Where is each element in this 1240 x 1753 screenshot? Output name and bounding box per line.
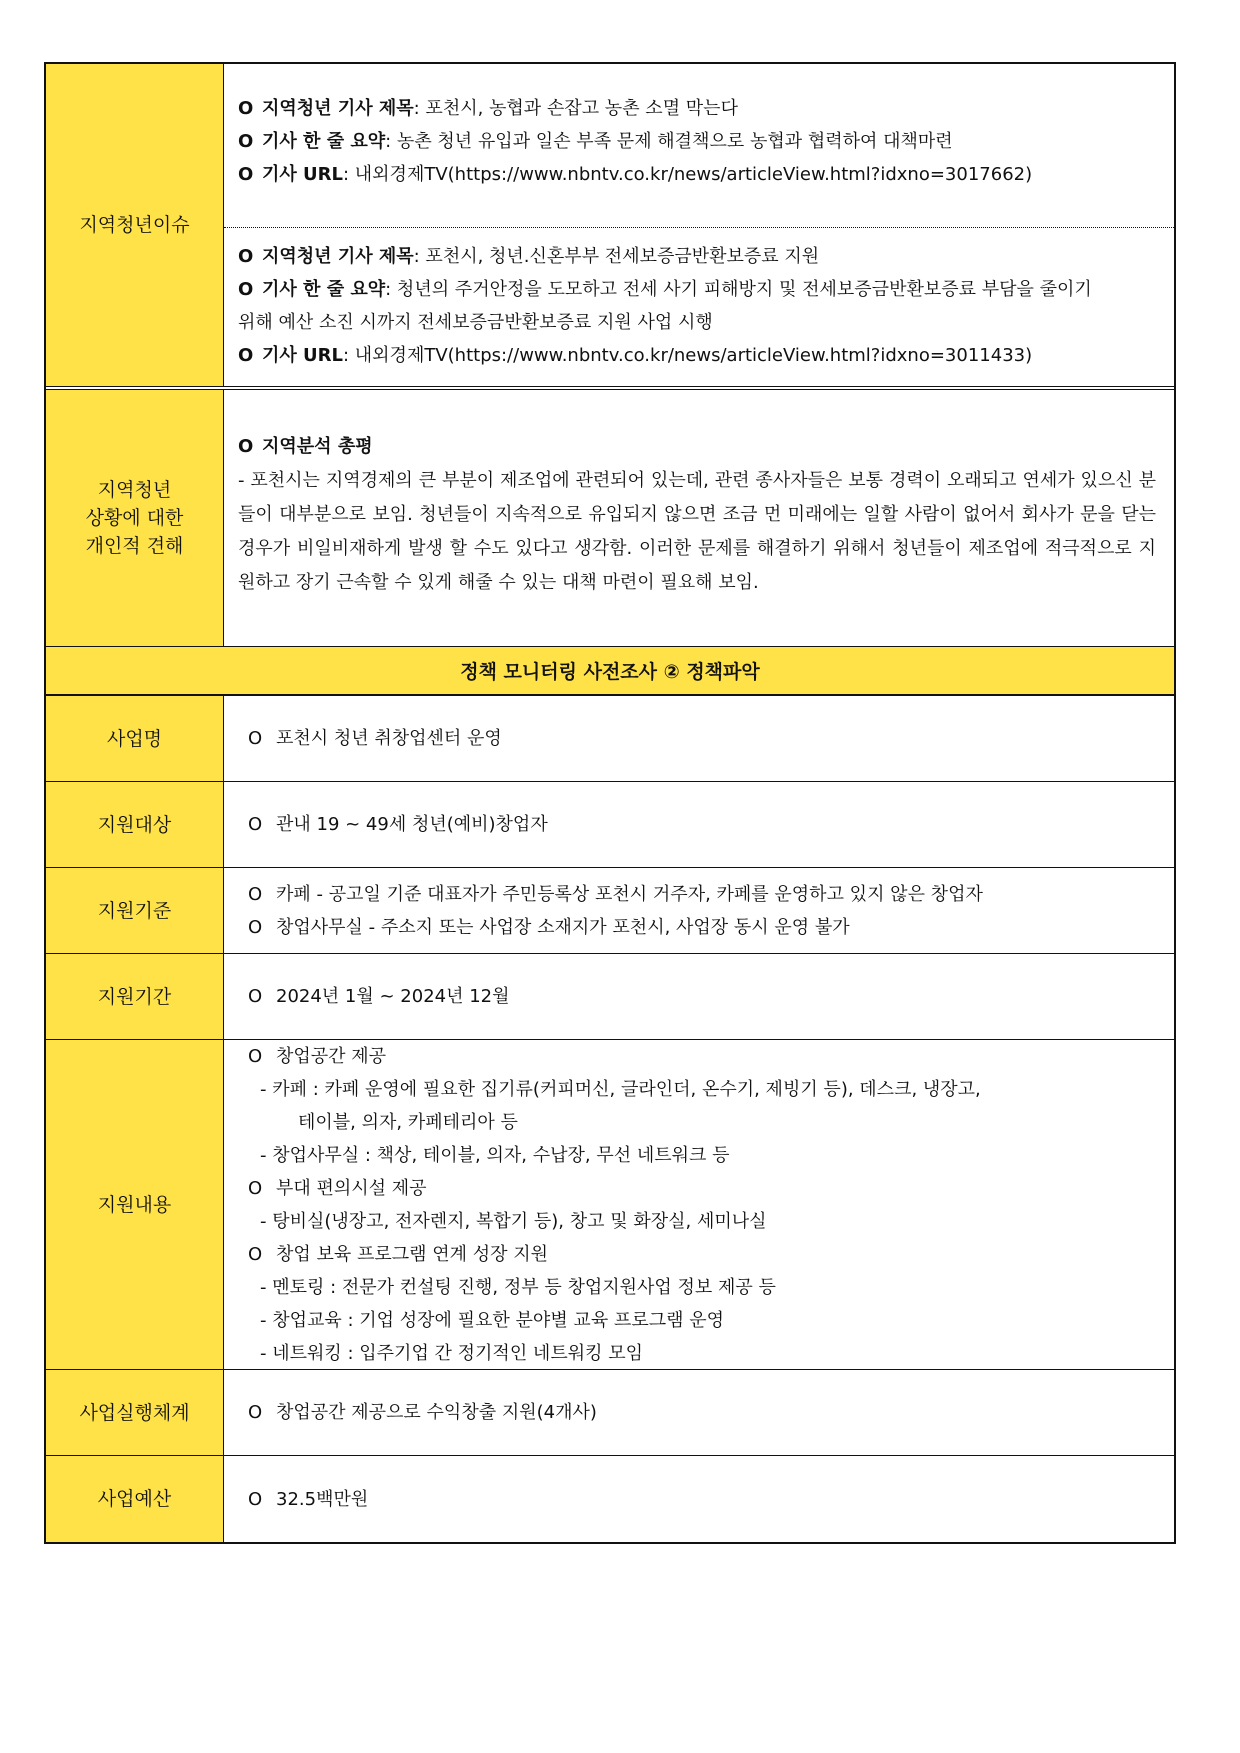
article-2 [224, 228, 1174, 372]
contents-subitem: - 멘토링 : 전문가 컨설팅 진행, 정부 등 창업지원사업 정보 제공 등 [260, 1277, 776, 1298]
policy-period-value: 2024년 1월 ~ 2024년 12월 [276, 986, 510, 1007]
article-url-line: O 기사 URL: 내외경제TV(https://www.nbntv.co.kr/news/articleView.html?idxno=3017662) [238, 158, 1156, 191]
policy-target-value: 관내 19 ~ 49세 청년(예비)창업자 [276, 814, 548, 835]
bullet-icon: O [238, 246, 254, 267]
policy-name-row [46, 696, 1174, 782]
contents-subitem: - 창업교육 : 기업 성장에 필요한 분야별 교육 프로그램 운영 [260, 1310, 724, 1331]
bullet-icon: O [248, 1402, 263, 1423]
article-1 [224, 64, 1174, 228]
article-summary-line: O 기사 한 줄 요약: 청년의 주거안정을 도모하고 전세 사기 피해방지 및 전세보증금반환보증료 부담을 줄이기 [238, 273, 1156, 306]
bullet-icon: O [248, 1244, 263, 1265]
contents-subitem-cont: 테이블, 의자, 카페테리아 등 [298, 1112, 518, 1133]
criteria-line: 카페 - 공고일 기준 대표자가 주민등록상 포천시 거주자, 카페를 운영하고 있지 않은 창업자 [276, 883, 983, 905]
article-summary: : 청년의 주거안정을 도모하고 전세 사기 피해방지 및 전세보증금반환보증료 부담을 줄이기 [385, 279, 1092, 300]
contents-item: 창업공간 제공 [276, 1046, 387, 1067]
contents-subitem: - 창업사무실 : 책상, 테이블, 의자, 수납장, 무선 네트워크 등 [260, 1145, 730, 1166]
contents-item: 부대 편의시설 제공 [276, 1178, 427, 1199]
contents-subitem: - 탕비실(냉장고, 전자렌지, 복합기 등), 창고 및 화장실, 세미나실 [260, 1211, 767, 1232]
policy-period-label: 지원기간 [46, 954, 224, 1039]
issues-row [46, 64, 1174, 390]
bullet-icon: O [248, 1046, 263, 1067]
bullet-icon: O [248, 728, 263, 749]
opinion-row [46, 390, 1174, 646]
article-summary: : 농촌 청년 유입과 일손 부족 문제 해결책으로 농협과 협력하여 대책마련 [385, 131, 953, 152]
bullet-icon: O [248, 1488, 263, 1510]
policy-system-value: 창업공간 제공으로 수익창출 지원(4개사) [276, 1402, 597, 1423]
policy-period-row [46, 954, 1174, 1040]
policy-criteria-label: 지원기준 [46, 868, 224, 953]
bullet-icon: O [248, 916, 263, 938]
bullet-icon: O [238, 98, 254, 119]
policy-target-label: 지원대상 [46, 782, 224, 867]
article-title: : 포천시, 농협과 손잡고 농촌 소멸 막는다 [413, 98, 738, 119]
policy-budget-label: 사업예산 [46, 1456, 224, 1542]
article-title: : 포천시, 청년.신혼부부 전세보증금반환보증료 지원 [413, 246, 820, 267]
bullet-icon: O [238, 436, 254, 457]
bullet-icon: O [248, 883, 263, 905]
issues-label: 지역청년이슈 [46, 64, 224, 386]
policy-target-row [46, 782, 1174, 868]
opinion-content [224, 390, 1174, 646]
section-title: 정책 모니터링 사전조사 ② 정책파악 [46, 646, 1174, 696]
article-title-line: O 지역청년 기사 제목: 포천시, 청년.신혼부부 전세보증금반환보증료 지원 [238, 240, 1156, 273]
bullet-icon: O [248, 986, 263, 1007]
article-url: : 내외경제TV(https://www.nbntv.co.kr/news/articleView.html?idxno=3017662) [343, 164, 1033, 185]
opinion-text: - 포천시는 지역경제의 큰 부분이 제조업에 관련되어 있는데, 관련 종사자들은 보통 경력이 오래되고 연세가 있으신 분들이 대부분으로 보임. 청년들이 지속적으로 유입되지 않으면 조금 먼 미래에는 일할 사람이 없어서 회사가 문을 닫는 경우가 비일비재하게 발생 할 수도 있다고 생각함. 이러한 문제를 해결하기 위해서 청년들이 제조업에 적극적으로 지원하고 장기 근속할 수 있게 해줄 수 있는 대책 마련이 필요해 보임. [238, 470, 1156, 593]
bullet-icon: O [238, 164, 254, 185]
policy-criteria-row [46, 868, 1174, 954]
policy-system-row [46, 1370, 1174, 1456]
policy-name-label: 사업명 [46, 696, 224, 781]
bullet-icon: O [248, 1178, 263, 1199]
contents-item: 창업 보육 프로그램 연계 성장 지원 [276, 1244, 549, 1265]
issues-content [224, 64, 1174, 386]
opinion-heading: 지역분석 총평 [262, 436, 373, 457]
bullet-icon: O [248, 814, 263, 835]
policy-contents-label: 지원내용 [46, 1040, 224, 1369]
article-url-line: O 기사 URL: 내외경제TV(https://www.nbntv.co.kr/news/articleView.html?idxno=3011433) [238, 339, 1156, 372]
policy-contents-row [46, 1040, 1174, 1370]
criteria-line: 창업사무실 - 주소지 또는 사업장 소재지가 포천시, 사업장 동시 운영 불가 [276, 916, 850, 938]
policy-budget-row [46, 1456, 1174, 1542]
contents-subitem: - 카페 : 카페 운영에 필요한 집기류(커피머신, 글라인더, 온수기, 제빙기 등), 데스크, 냉장고, [260, 1079, 981, 1100]
bullet-icon: O [238, 131, 254, 152]
policy-monitoring-form [44, 62, 1176, 1544]
contents-subitem: - 네트워킹 : 입주기업 간 정기적인 네트워킹 모임 [260, 1343, 643, 1364]
article-url: : 내외경제TV(https://www.nbntv.co.kr/news/articleView.html?idxno=3011433) [343, 345, 1033, 366]
article-title-line: O 지역청년 기사 제목: 포천시, 농협과 손잡고 농촌 소멸 막는다 [238, 92, 1156, 125]
opinion-label: 지역청년 상황에 대한 개인적 견해 [46, 390, 224, 646]
policy-system-label: 사업실행체계 [46, 1370, 224, 1455]
policy-name-value: 포천시 청년 취창업센터 운영 [276, 728, 502, 749]
bullet-icon: O [238, 279, 254, 300]
bullet-icon: O [238, 345, 254, 366]
policy-budget-value: 32.5백만원 [276, 1488, 369, 1510]
article-summary-cont: 위해 예산 소진 시까지 전세보증금반환보증료 지원 사업 시행 [238, 312, 713, 333]
article-summary-line: O 기사 한 줄 요약: 농촌 청년 유입과 일손 부족 문제 해결책으로 농협과 협력하여 대책마련 [238, 125, 1156, 158]
